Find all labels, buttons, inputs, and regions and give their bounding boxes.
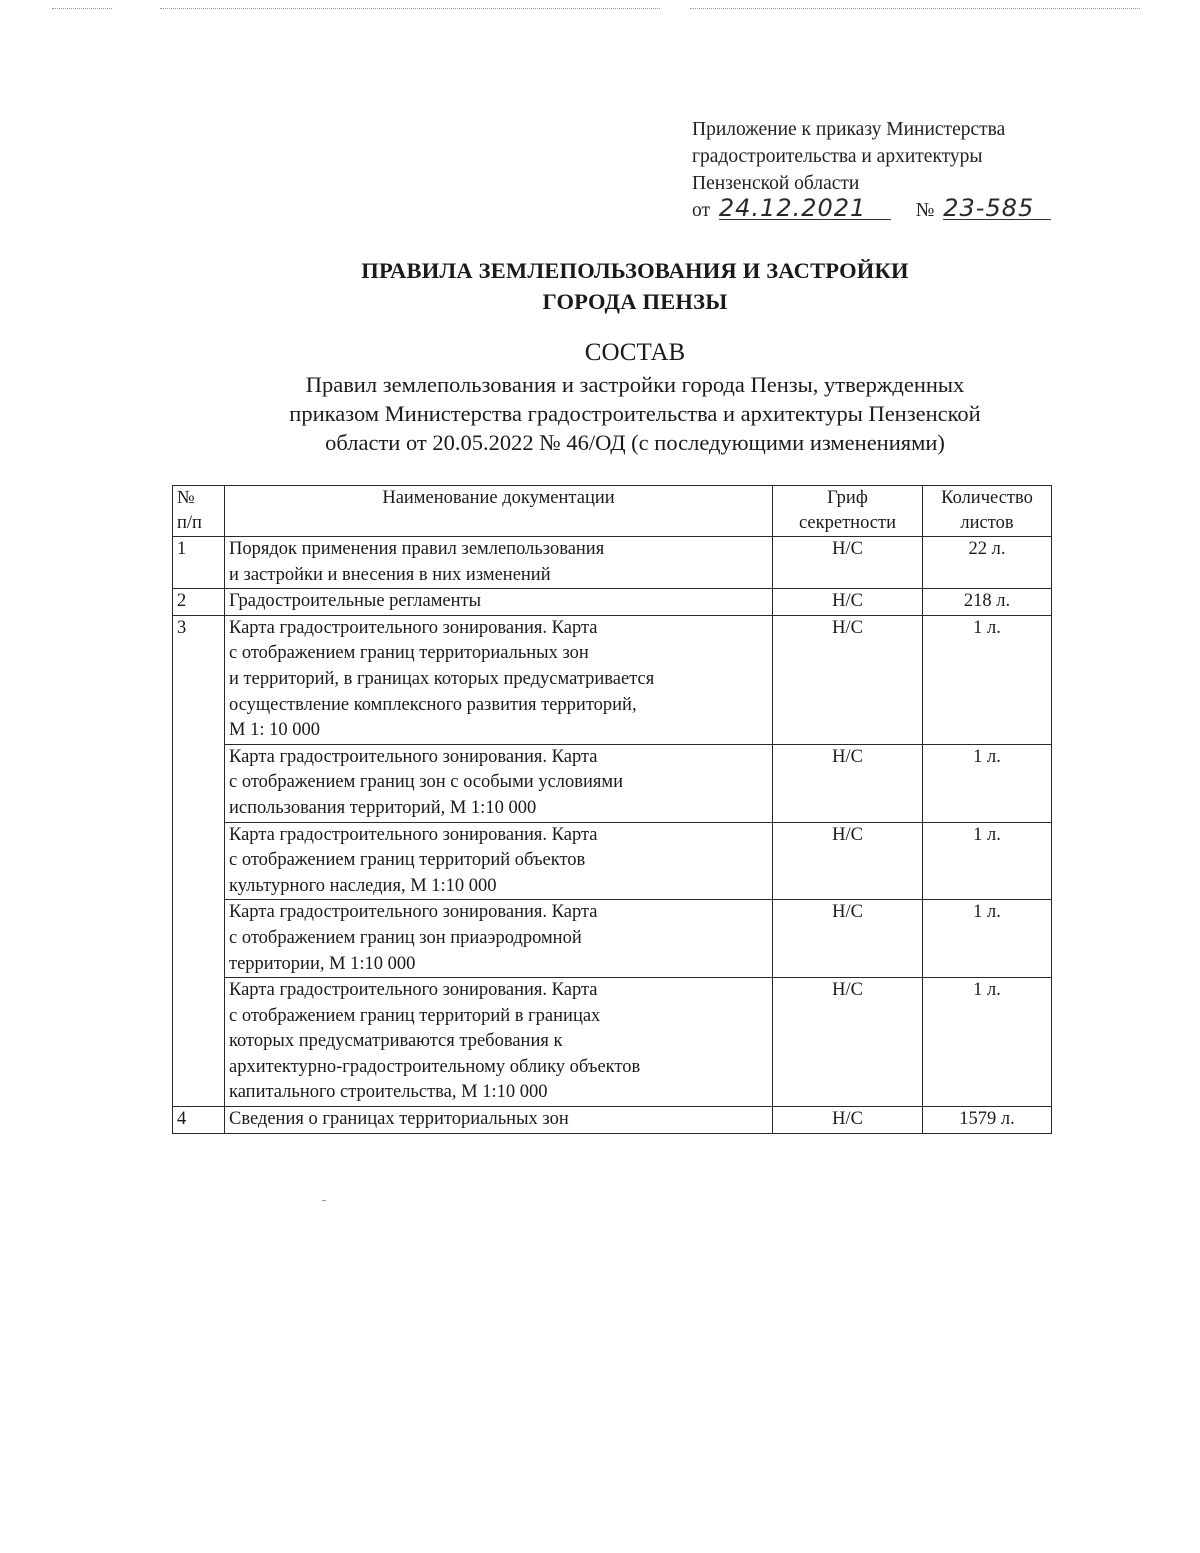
header-name: Наименование документации [225, 486, 773, 537]
row-name: Сведения о границах территориальных зон [225, 1107, 773, 1134]
table-row [173, 589, 1052, 616]
scan-artifact-top-left [52, 8, 112, 9]
appendix-date-line [692, 194, 1092, 224]
title-line-1: ПРАВИЛА ЗЕМЛЕПОЛЬЗОВАНИЯ И ЗАСТРОЙКИ [361, 258, 909, 283]
row-name: Карта градостроительного зонирования. Карта с отображением границ территориальных зон и территорий, в границах которых предусматривается осуществление комплексного развития территорий, М 1: 10 000 [225, 615, 773, 744]
documentation-table [172, 485, 1052, 1134]
row-name: Градостроительные регламенты [225, 589, 773, 616]
table-row [173, 900, 1052, 978]
number-label: № [915, 200, 935, 221]
appendix-line-3: Пензенской области [692, 173, 860, 194]
row-number: 3 [173, 615, 225, 1106]
subtitle-line-1: Правил землепользования и застройки города Пензы, утвержденных [305, 372, 965, 397]
table-row [173, 537, 1052, 589]
row-name: Порядок применения правил землепользования и застройки и внесения в них изменений [225, 537, 773, 589]
row-sheets: 22 л. [923, 537, 1052, 589]
table-row [173, 744, 1052, 822]
row-grif: Н/С [773, 1107, 923, 1134]
row-sheets: 1 л. [923, 900, 1052, 978]
row-name: Карта градостроительного зонирования. Карта с отображением границ зон приаэродромной территории, М 1:10 000 [225, 900, 773, 978]
header-sheets: Количество листов [923, 486, 1052, 537]
title-line-2: ГОРОДА ПЕНЗЫ [542, 289, 728, 314]
scan-artifact-top-mid [160, 8, 660, 9]
row-name: Карта градостроительного зонирования. Карта с отображением границ территорий в границах которых предусматриваются требования к архитектурно-градостроительному облику объектов капитального строительства, М 1:10 000 [225, 978, 773, 1107]
row-grif: Н/С [773, 978, 923, 1107]
composition-subtitle [0, 370, 1200, 457]
document-title [0, 255, 1200, 317]
table-header-row [173, 486, 1052, 537]
row-grif: Н/С [773, 589, 923, 616]
row-grif: Н/С [773, 744, 923, 822]
handwritten-date: 24.12.2021 [719, 197, 891, 220]
subtitle-line-3: области от 20.05.2022 № 46/ОД (с последующими изменениями) [325, 430, 945, 455]
row-number: 4 [173, 1107, 225, 1134]
row-sheets: 1 л. [923, 744, 1052, 822]
row-sheets: 1579 л. [923, 1107, 1052, 1134]
appendix-block [692, 116, 1092, 224]
appendix-line-1: Приложение к приказу Министерства [692, 119, 1006, 140]
header-number: № п/п [173, 486, 225, 537]
row-grif: Н/С [773, 537, 923, 589]
appendix-line-2: градостроительства и архитектуры [692, 146, 983, 167]
scan-speck [322, 1200, 326, 1201]
row-sheets: 1 л. [923, 978, 1052, 1107]
row-grif: Н/С [773, 900, 923, 978]
row-number: 2 [173, 589, 225, 616]
table-row [173, 822, 1052, 900]
row-grif: Н/С [773, 822, 923, 900]
table-row [173, 615, 1052, 744]
row-sheets: 1 л. [923, 615, 1052, 744]
from-label: от [692, 200, 711, 221]
subtitle-line-2: приказом Министерства градостроительства и архитектуры Пензенской [289, 401, 981, 426]
row-sheets: 1 л. [923, 822, 1052, 900]
row-name: Карта градостроительного зонирования. Карта с отображением границ территорий объектов культурного наследия, М 1:10 000 [225, 822, 773, 900]
row-name: Карта градостроительного зонирования. Карта с отображением границ зон с особыми условиями использования территорий, М 1:10 000 [225, 744, 773, 822]
table-row [173, 978, 1052, 1107]
scan-artifact-top-right [690, 8, 1140, 9]
row-grif: Н/С [773, 615, 923, 744]
table-row [173, 1107, 1052, 1134]
header-grif: Гриф секретности [773, 486, 923, 537]
row-number: 1 [173, 537, 225, 589]
row-sheets: 218 л. [923, 589, 1052, 616]
composition-heading: СОСТАВ [584, 339, 686, 366]
handwritten-number: 23-585 [943, 197, 1051, 220]
